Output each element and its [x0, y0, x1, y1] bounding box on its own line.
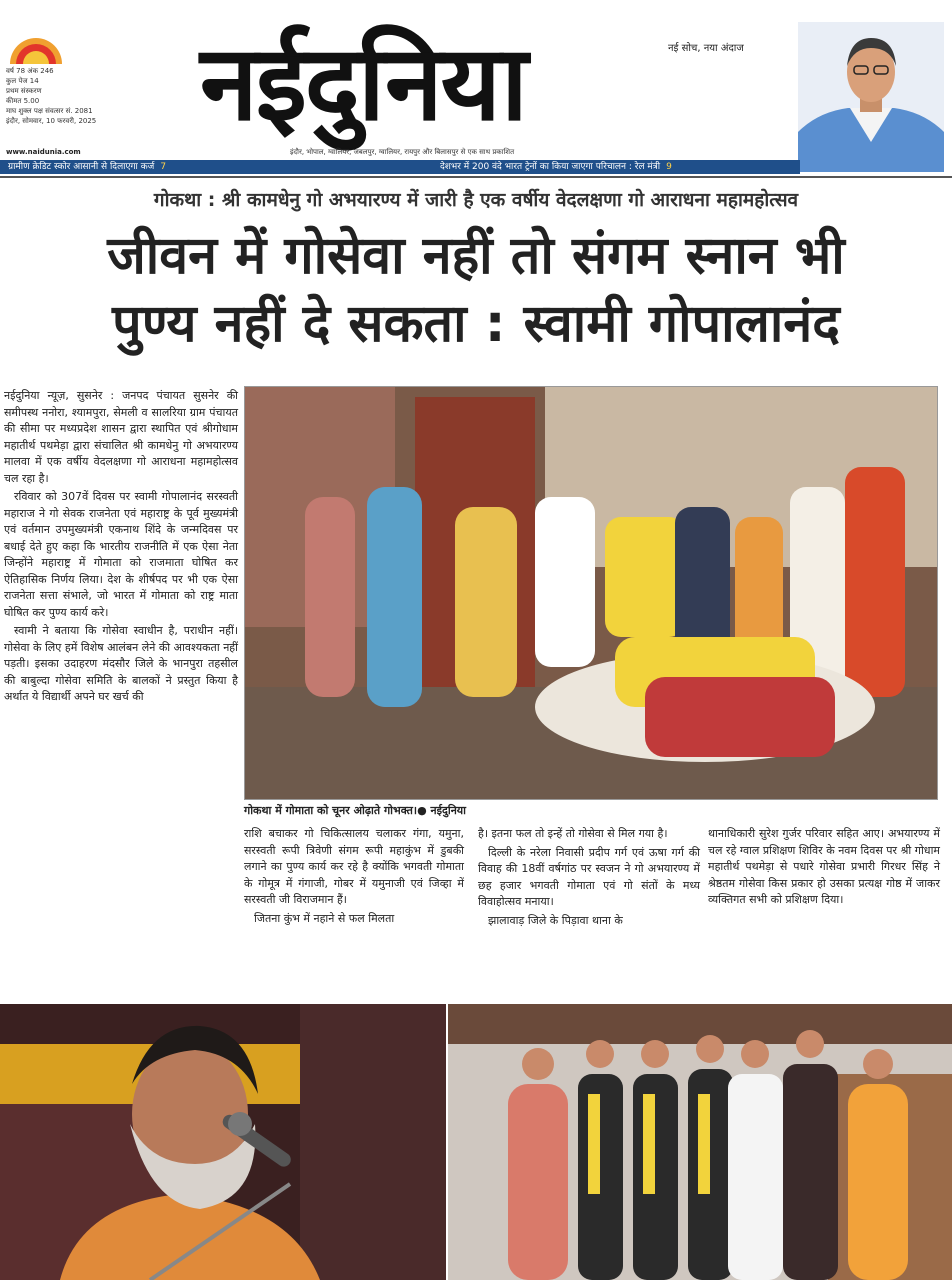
paragraph: रविवार को 307वें दिवस पर स्वामी गोपालानंद सरस्वती महाराज ने गो सेवक राजनेता एवं महाराष्ट्र के पूर्व मुख्यमंत्री एवं वर्तमान उपमुख्यमंत्री एकनाथ शिंदे के जन्मदिवस पर बधाई देते हुए कहा कि भारतीय राजनीति में एक ऐसा नेता जिन्होंने महाराष्ट्र में गोमाता को राजमाता घोषित कर ऐतिहासिक निर्णय लिया। देश के शीर्षपद पर भी एक ऐसा राजनेता सत्ता संभाले, जो भारत में गोमाता को राष्ट्र माता घोषित कर पुण्य कार्य करे।: [4, 490, 238, 619]
sun-logo-icon: [8, 36, 64, 64]
swami-gopalanand-photo: [0, 1004, 446, 1280]
article-column-2: [244, 826, 464, 929]
teaser-item[interactable]: ग्रामीण क्रेडिट स्कोर आसानी से दिलाएगा कर्ज 7: [8, 162, 167, 172]
article-kicker: गोकथा : श्री कामधेनु गो अभयारण्य में जारी है एक वर्षीय वेदलक्षणा गो आराधना महामहोत्सव: [153, 189, 799, 211]
info-strip: [0, 148, 800, 159]
article-column-1: [4, 388, 238, 708]
article-headline: [0, 222, 952, 358]
paragraph: झालावाड़ जिले के पिड़ावा थाना के: [488, 913, 623, 927]
felicitation-group-photo: [448, 1004, 952, 1280]
meta-line: माघ शुक्ल पक्ष संवत्सर सं. 2081: [6, 107, 93, 115]
minister-portrait-photo: [798, 22, 944, 172]
meta-line: कुल पेज 14: [6, 77, 39, 85]
paragraph: स्वामी ने बताया कि गोसेवा स्वाधीन है, पराधीन नहीं। गोसेवा के लिए हमें विशेष आलंबन लेने की आवश्यकता नहीं पड़ती। इसका उदाहरण मंदसौर जिले के भानपुरा तहसील की बाबुल्दा गोसेवा समिति के बालकों ने प्रस्तुत किया है अर्थात ये विद्यार्थी अपने घर खर्च की: [4, 624, 238, 703]
article-column-3: [478, 826, 700, 931]
meta-line: इंदौर, सोमवार, 10 फरवरी, 2025: [6, 117, 97, 125]
meta-line: प्रथम संस्करण: [6, 87, 42, 95]
teaser-page: 7: [160, 162, 167, 172]
gokatha-event-photo: [244, 386, 938, 800]
website-link[interactable]: www.naidunia.com: [6, 148, 81, 156]
paragraph: है। इतना फल तो इन्हें तो गोसेवा से मिल गया है।: [478, 827, 668, 840]
headline-line: जीवन में गोसेवा नहीं तो संगम स्नान भी: [107, 226, 845, 286]
paragraph: राशि बचाकर गो चिकित्सालय चलाकर गंगा, यमुना, सरस्वती रूपी त्रिवेणी संगम रूपी महाकुंभ में डुबकी लगाने का पुण्य कार्य कर रहे है क्योंकि भगवती गोमाता के गोमूत्र में गंगाजी, गोबर में यमुनाजी एवं जिव्हा में सरस्वती जी विराजमान हैं।: [244, 827, 464, 906]
publishing-cities: इंदौर, भोपाल, ग्वालियर, जबलपुर, ग्वालियर, रायपुर और बिलासपुर से एक साथ प्रकाशित: [290, 148, 515, 156]
masthead-tagline: नई सोच, नया अंदाज: [668, 43, 744, 54]
article-column-4: [708, 826, 940, 911]
teaser-item[interactable]: देशभर में 200 वंदे भारत ट्रेनों का किया जाएगा परिचालन : रेल मंत्री 9: [440, 162, 672, 172]
paragraph: जितना कुंभ में नहाने से फल मिलता: [254, 911, 395, 925]
edition-meta: [6, 66, 156, 126]
paragraph: थानाधिकारी सुरेश गुर्जर परिवार सहित आए। अभयारण्य में चल रहे ग्वाल प्रशिक्षण शिविर के नवम दिवस पर श्री गोधाम महातीर्थ पथमेड़ा से पधारे गोसेवा प्रभारी गिरधर सिंह ने श्रेष्ठतम गोसेवा किस प्रकार हो उसका प्रत्यक्ष गोष्ठ में जाकर व्यक्तिगत सभी को प्रशिक्षण दिया।: [708, 827, 940, 906]
meta-line: वर्ष 78 अंक 246: [6, 67, 54, 75]
teaser-bar: [0, 160, 800, 174]
masthead-divider: [0, 176, 952, 178]
headline-line: पुण्य नहीं दे सकता : स्वामी गोपालानंद: [112, 294, 840, 354]
paragraph: दिल्ली के नरेला निवासी प्रदीप गर्ग एवं ऊषा गर्ग की विवाह की 18वीं वर्षगांठ पर स्वजन ने गो अभयारण्य में छह हजार भगवती गोमाता एवं गो संतों के मध्य विवाहोत्सव मनाया।: [478, 845, 700, 908]
teaser-page: 9: [666, 162, 672, 172]
newspaper-masthead: नईदुनिया: [200, 21, 526, 144]
meta-line: कीमत 5.00: [6, 97, 40, 105]
paragraph: नईदुनिया न्यूज़, सुसनेर : जनपद पंचायत सुसनेर की समीपस्थ ननोरा, श्यामपुरा, सेमली व सालरिया ग्राम पंचायत की सीमा पर मध्यप्रदेश शासन द्वारा स्थापित एवं श्रीगोधाम महातीर्थ पथमेड़ा द्वारा संचालित श्री कामधेनु गो अभयारण्य मालवा में एक वर्षीय वेदलक्षणा गो आराधना महामहोत्सव चल रहा है।: [4, 389, 238, 485]
photo-caption: गोकथा में गोमाता को चूनर ओढ़ाते गोभक्त।● नईदुनिया: [244, 804, 467, 817]
